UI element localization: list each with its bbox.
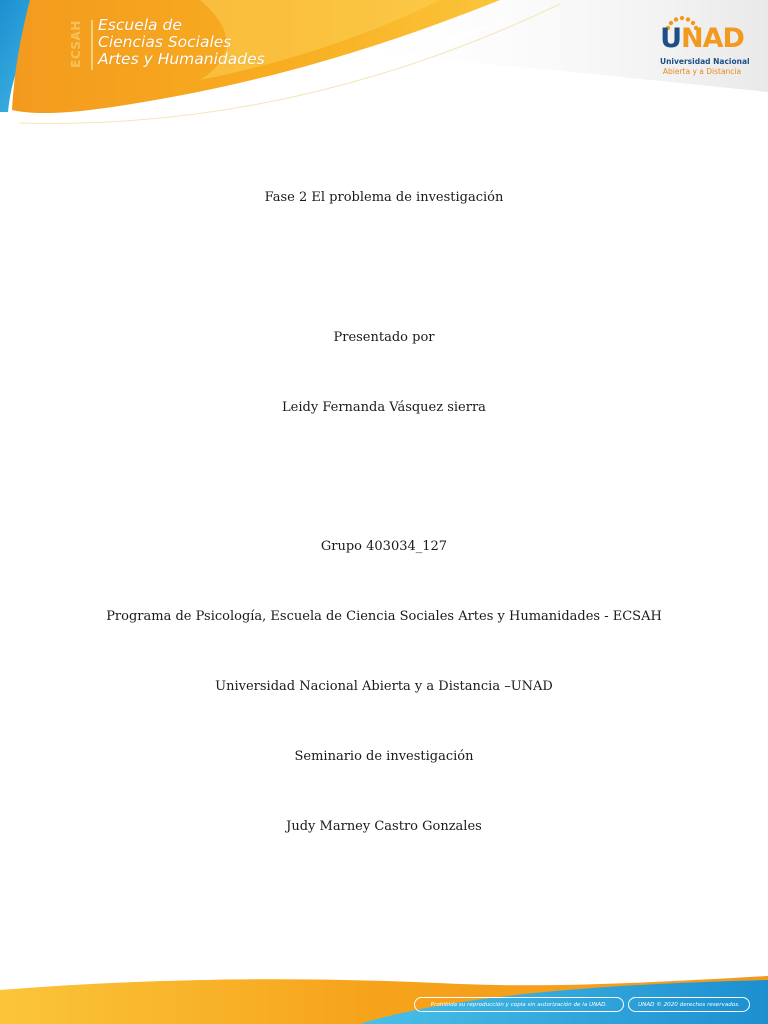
author-name: Leidy Fernanda Vásquez sierra — [282, 400, 486, 415]
school-acronym — [63, 20, 89, 68]
university-name: Universidad Nacional Abierta y a Distancia –UNAD — [215, 679, 553, 694]
unad-logo-line2: Abierta y a Distancia — [662, 67, 742, 76]
footer-reproduction-notice: Prohibida su reproducción y copia sin autorización de la UNAD. — [414, 997, 624, 1012]
presented-by-label: Presentado por — [333, 330, 435, 345]
school-name-line: Artes y Humanidades — [98, 50, 265, 68]
school-logo-divider — [91, 20, 93, 70]
document-title: Fase 2 El problema de investigación — [264, 190, 504, 205]
program-name: Programa de Psicología, Escuela de Ciencia Sociales Artes y Humanidades - ECSAH — [106, 609, 662, 624]
header-banner — [0, 0, 768, 140]
unad-logo-line1: Universidad Nacional — [660, 57, 750, 66]
tutor-name: Judy Marney Castro Gonzales — [286, 819, 482, 834]
footer-copyright: UNAD © 2020 derechos reservados. — [628, 997, 750, 1012]
school-name — [98, 17, 265, 68]
school-name-line: Escuela de — [98, 16, 182, 34]
school-name-line: Ciencias Sociales — [98, 33, 232, 51]
group-number: Grupo 403034_127 — [320, 539, 448, 554]
unad-wordmark-nad: NAD — [681, 23, 744, 54]
unad-wordmark — [660, 25, 744, 53]
unad-wordmark-u: U — [660, 23, 682, 54]
school-acronym-text: ECSAH — [69, 20, 84, 68]
course-name: Seminario de investigación — [294, 749, 474, 764]
unad-logo — [660, 16, 750, 78]
